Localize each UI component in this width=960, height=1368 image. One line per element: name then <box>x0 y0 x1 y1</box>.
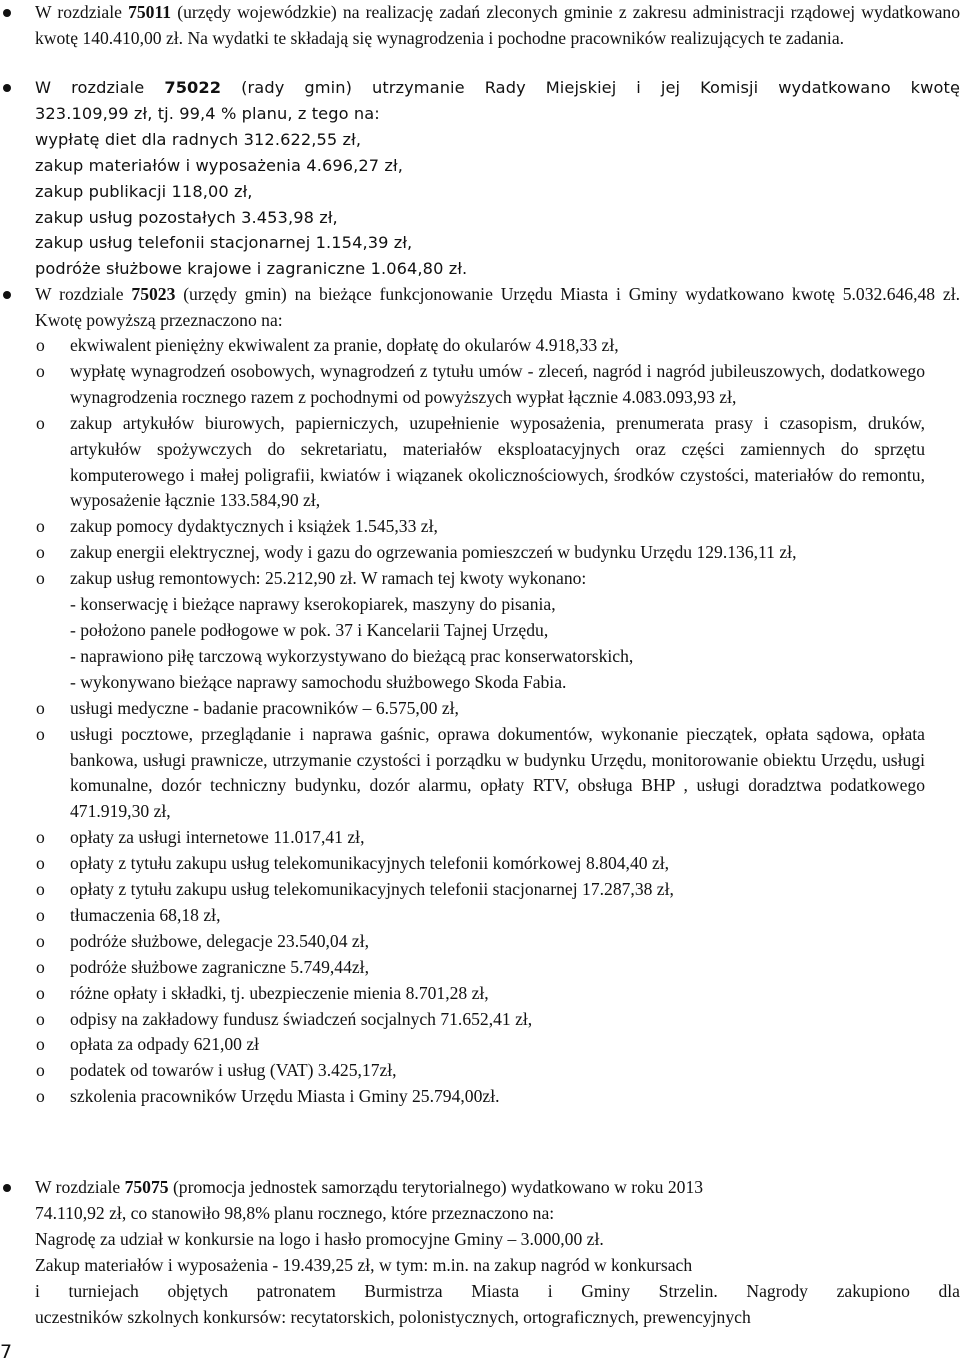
list-item <box>0 1032 925 1058</box>
list-marker: o <box>36 542 45 563</box>
list-item-text: opłaty z tytułu zakupu usług telekomunikacyjnych telefonii komórkowej 8.804,40 zł, <box>70 853 670 874</box>
list-marker: o <box>36 412 45 433</box>
section-75023-body: (urzędy gmin) na bieżące funkcjonowanie Urzędu Miasta i Gminy wydatkowano kwotę 5.032.646,48 zł. Kwotę powyższą przeznaczono na: <box>35 284 960 330</box>
page-number: 7 <box>0 1341 13 1363</box>
list-marker: o <box>36 360 45 381</box>
list-item-text: wypłatę wynagrodzeń osobowych, wynagrodzeń z tytułu umów - zleceń, nagród i nagród jubileuszowych, dodatkowego wynagrodzenia rocznego razem z pochodnymi od powyższych wypłat łącznie 4.083.093,93 zł, <box>70 360 925 407</box>
list-marker: o <box>36 982 45 1003</box>
list-item <box>0 1084 925 1110</box>
bullet-icon <box>3 84 11 92</box>
section-75075-line5: i turniejach objętych patronatem Burmistrza Miasta i Gminy Strzelin. Nagrody zakupiono dla <box>35 1280 960 1301</box>
list-item-text: usługi medyczne - badanie pracowników – 6.575,00 zł, <box>70 697 459 718</box>
list-item <box>0 566 925 592</box>
section-75022-item: podróże służbowe krajowe i zagraniczne 1.064,80 zł. <box>35 259 468 279</box>
list-item <box>0 1058 925 1084</box>
list-item <box>0 333 925 359</box>
list-item-text: zakup artykułów biurowych, papierniczych, uzupełnienie wyposażenia, prenumerata prasy i czasopism, druków, artykułów spożywczych do sekretariatu, materiałów eksploatacyjnych oraz części zamiennych do sprzętu komputerowego i małej poligrafii, kwiatów i wiązanek okolicznościowych, środków czystości, materiałów do remontu, wyposażenie łącznie 133.584,90 zł, <box>70 412 925 511</box>
bullet-icon <box>3 1184 11 1192</box>
section-75022-code: 75022 <box>164 78 222 97</box>
list-item-text: tłumaczenia 68,18 zł, <box>70 904 221 925</box>
bullet-icon <box>3 9 11 17</box>
list-marker: o <box>36 879 45 900</box>
list-item-text: odpisy na zakładowy fundusz świadczeń socjalnych 71.652,41 zł, <box>70 1008 533 1029</box>
list-item-text: różne opłaty i składki, tj. ubezpieczenie mienia 8.701,28 zł, <box>70 982 489 1003</box>
list-marker: o <box>36 1060 45 1081</box>
section-75075-line4: Zakup materiałów i wyposażenia - 19.439,25 zł, w tym: m.in. na zakup nagród w konkursach <box>35 1254 693 1275</box>
section-75022-body: (rady gmin) utrzymanie Rady Miejskiej i jej Komisji wydatkowano kwotę <box>221 78 960 97</box>
list-item <box>0 825 925 851</box>
list-item <box>0 696 925 722</box>
section-75023 <box>0 282 960 334</box>
list-marker: o <box>36 568 45 589</box>
list-item-text: ekwiwalent pieniężny ekwiwalent za pranie, dopłatę do okularów 4.918,33 zł, <box>70 335 619 355</box>
section-75075-prefix: W rozdziale <box>35 1177 125 1197</box>
list-item-text: usługi pocztowe, przeglądanie i naprawa gaśnic, oprawa dokumentów, wykonanie pieczątek, opłata sądowa, opłata bankowa, usługi prawnicze, utrzymanie czystości i porządku w budynku Urzędu, monitorowanie obiektu Urzędu, usługi komunalne, dozór techniczny budynku, dozór alarmu, opłaty RTV, obsługa BHP , usługi doradztwa podatkowego 471.919,30 zł, <box>70 723 925 822</box>
section-75023-code: 75023 <box>131 284 176 304</box>
remont-detail-line: - naprawiono piłę tarczową wykorzystywano do bieżącą prac konserwatorskich, <box>70 645 634 666</box>
list-item <box>0 1007 925 1033</box>
section-75022-item: wypłatę diet dla radnych 312.622,55 zł, <box>35 129 362 149</box>
list-item <box>0 981 925 1007</box>
list-marker: o <box>36 1034 45 1055</box>
list-marker: o <box>36 853 45 874</box>
list-item <box>0 359 925 411</box>
list-marker: o <box>36 335 45 355</box>
list-marker: o <box>36 1008 45 1029</box>
list-item <box>0 877 925 903</box>
list-item <box>0 722 925 826</box>
section-75022-line2: 323.109,99 zł, tj. 99,4 % planu, z tego na: <box>35 103 380 123</box>
list-item-text: zakup usług remontowych: 25.212,90 zł. W ramach tej kwoty wykonano: <box>70 568 587 589</box>
list-item <box>0 851 925 877</box>
list-item <box>0 411 925 515</box>
section-75011-body: (urzędy wojewódzkie) na realizację zadań zleconych gminie z zakresu administracji rządowej wydatkowano kwotę 140.410,00 zł. Na wydatki te składają się wynagrodzenia i pochodne pracowników realizujących te zadania. <box>35 2 960 48</box>
list-marker: o <box>36 827 45 848</box>
section-75022-prefix: W rozdziale <box>35 78 165 97</box>
section-75022-item: zakup usług telefonii stacjonarnej 1.154,39 zł, <box>35 233 413 253</box>
list-item <box>0 514 925 540</box>
list-item-text: szkolenia pracowników Urzędu Miasta i Gminy 25.794,00zł. <box>70 1086 500 1107</box>
section-75075 <box>0 1175 960 1330</box>
remont-detail-line: - wykonywano bieżące naprawy samochodu służbowego Skoda Fabia. <box>70 671 567 692</box>
section-75075-line1 <box>35 1175 960 1201</box>
list-item-text: opłaty z tytułu zakupu usług telekomunikacyjnych telefonii stacjonarnej 17.287,38 zł, <box>70 879 674 900</box>
remont-detail-line: - konserwację i bieżące naprawy kserokopiarek, maszyny do pisania, <box>70 594 556 615</box>
section-75011-code: 75011 <box>128 2 172 22</box>
section-75075-code: 75075 <box>124 1177 169 1197</box>
section-75075-line3: Nagrodę za udział w konkursie na logo i hasło promocyjne Gminy – 3.000,00 zł. <box>35 1228 604 1249</box>
list-marker: o <box>36 956 45 977</box>
list-item <box>0 929 925 955</box>
section-75011-prefix: W rozdziale <box>35 2 129 22</box>
list-item-text: zakup energii elektrycznej, wody i gazu do ogrzewania pomieszczeń w budynku Urzędu 129.136,11 zł, <box>70 542 797 563</box>
list-item-text: podróże służbowe, delegacje 23.540,04 zł, <box>70 930 369 951</box>
bullet-icon <box>3 291 11 299</box>
section-75075-line6: uczestników szkolnych konkursów: recytatorskich, polonistycznych, ortograficznych, prewencyjnych <box>35 1306 751 1327</box>
section-75022-item: zakup usług pozostałych 3.453,98 zł, <box>35 207 338 227</box>
list-item-text: opłaty za usługi internetowe 11.017,41 zł, <box>70 827 365 848</box>
list-item <box>0 955 925 981</box>
list-item <box>0 903 925 929</box>
list-marker: o <box>36 516 45 537</box>
list-item-text: opłata za odpady 621,00 zł <box>70 1034 260 1055</box>
list-marker: o <box>36 930 45 951</box>
list-item-text: zakup pomocy dydaktycznych i książek 1.545,33 zł, <box>70 516 438 537</box>
list-item-text: podatek od towarów i usług (VAT) 3.425,17zł, <box>70 1060 397 1081</box>
section-75023-prefix: W rozdziale <box>35 284 132 304</box>
list-item-text: podróże służbowe zagraniczne 5.749,44zł, <box>70 956 369 977</box>
section-75075-body: (promocja jednostek samorządu terytorialnego) wydatkowano w roku 2013 <box>168 1177 704 1197</box>
section-75023-expense-list <box>0 333 960 1110</box>
list-marker: o <box>36 1086 45 1107</box>
list-marker: o <box>36 697 45 718</box>
list-marker: o <box>36 723 45 744</box>
section-75011 <box>0 0 960 52</box>
remont-detail-line: - położono panele podłogowe w pok. 37 i Kancelarii Tajnej Urzędu, <box>70 619 549 640</box>
section-75022-line1 <box>35 75 960 101</box>
section-75075-line2: 74.110,92 zł, co stanowiło 98,8% planu rocznego, które przeznaczono na: <box>35 1202 555 1223</box>
section-75022 <box>0 75 960 282</box>
section-75023-text <box>35 282 960 334</box>
remont-details <box>0 592 925 696</box>
section-75011-text <box>35 0 960 52</box>
section-75022-item: zakup publikacji 118,00 zł, <box>35 181 253 201</box>
list-marker: o <box>36 904 45 925</box>
list-item <box>0 540 925 566</box>
section-75022-item: zakup materiałów i wyposażenia 4.696,27 zł, <box>35 155 403 175</box>
